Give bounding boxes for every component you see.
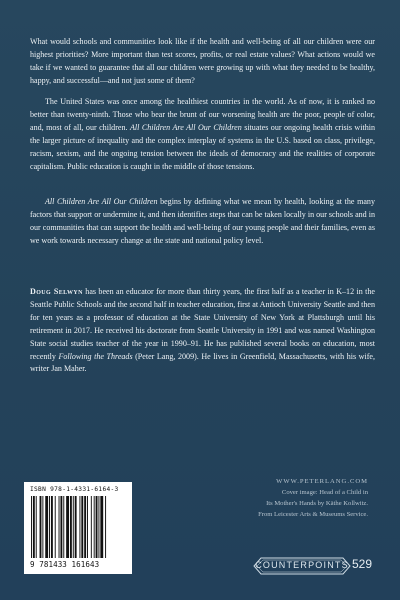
intro-paragraph-2-text-a: The United States was once among the healthiest countries in the world. As of now, it is ranked no better than twenty-ninth. Those who bear the brunt of our worsening health are the poor, people of color, and, most of all, our children. <box>30 97 375 132</box>
intro-paragraph-1 <box>30 36 375 88</box>
publisher-url: WWW.PETERLANG.COM <box>276 478 368 485</box>
isbn-label: ISBN 978-1-4331-6164-3 <box>30 486 119 493</box>
barcode-bars <box>30 496 126 558</box>
book-title-italic: Following the Threads <box>58 351 133 361</box>
author-bio-text-a: has been an educator for more than thirty years, the first half as a teacher in K–12 in the Seattle Public Schools and the second half in teacher education, first at Antioch University Seattle and then for ten years as a professor of education at the State University of New York at Plattsburgh until his retirement in 2017. He received his doctorate from Seattle University in 1991 and was named Washington State social studies teacher of the year in 1990–91. He has published several books on education, most recently <box>30 287 376 361</box>
barcode-digits: 9 781433 161643 <box>30 560 100 569</box>
cover-credit-line-2: Its Mother's Hands by Käthe Kollwitz. <box>266 500 368 507</box>
intro-paragraph-3 <box>30 196 375 248</box>
intro-paragraph-2 <box>30 96 375 173</box>
book-title-italic: All Children Are All Our Children <box>45 197 158 206</box>
series-logo <box>253 557 351 575</box>
author-name: Doug Selwyn <box>30 287 83 296</box>
book-title-italic: All Children Are All Our Children <box>129 122 242 132</box>
cover-credit-line-1: Cover image: Head of a Child in <box>281 489 368 496</box>
author-bio <box>30 286 375 376</box>
author-bio-text-b: (Peter Lang, 2009). He lives in Greenfield, Massachusetts, with his wife, writer Jan Maher. <box>30 351 375 374</box>
isbn-barcode <box>24 482 132 574</box>
intro-paragraph-2-text-b: situates our ongoing health crisis within the larger picture of inequality and the complex interplay of systems in the U.S. based on class, privilege, racism, sexism, and the ongoing tension between the ideals of democracy and the realities of corporate capitalism. Public education is caught in the middle of those tensions. <box>30 122 375 171</box>
cover-credits <box>258 476 368 520</box>
intro-paragraph-3-text: begins by defining what we mean by health, looking at the many factors that support or undermine it, and then identifies steps that can be taken locally in our schools and in our communities that can support the health and well-being of our young people and their families, even as we work towards necessary change at the state and national policy level. <box>30 197 375 245</box>
intro-paragraph-1-text: What would schools and communities look like if the health and well-being of all our children were our highest priorities? More important than test scores, profits, or real estate values? What actions would we take if we wanted to guarantee that all our children were growing up with what they needed to be healthy, happy, and successful—and not just some of them? <box>30 37 375 85</box>
series-name: COUNTERPOINTS <box>255 560 349 570</box>
cover-credit-line-3: From Leicester Arts & Museums Service. <box>258 511 368 518</box>
series-number: 529 <box>352 557 373 571</box>
